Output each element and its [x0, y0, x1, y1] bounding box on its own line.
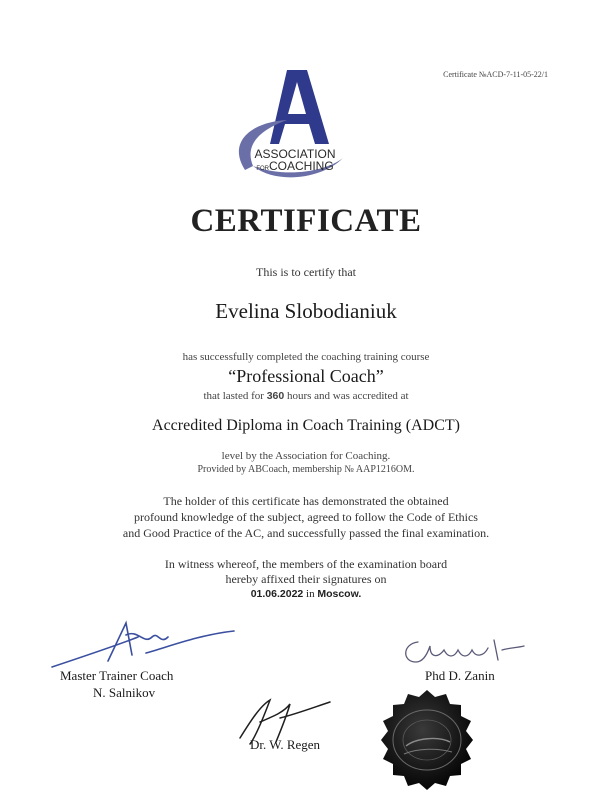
zanin-signature: [398, 636, 528, 668]
zanin-name: Phd D. Zanin: [425, 668, 495, 683]
holder-line: The holder of this certificate has demonstrated the obtained: [163, 494, 449, 508]
certificate-number: Certificate №ACD-7-11-05-22/1: [443, 70, 548, 79]
witness-line: hereby affixed their signatures on: [225, 572, 387, 586]
duration-pre: that lasted for: [203, 390, 264, 402]
completed-text: has successfully completed the coaching training course: [182, 351, 430, 363]
diploma-name: Accredited Diploma in Coach Training (ADCT): [152, 417, 460, 434]
logo-graphic: [225, 62, 355, 192]
signing-in: in: [306, 588, 315, 600]
signing-city: Moscow.: [317, 588, 362, 600]
association-for-coaching-logo: [225, 62, 355, 192]
holder-line: profound knowledge of the subject, agreed to follow the Code of Ethics: [134, 510, 478, 524]
level-text: level by the Association for Coaching.: [221, 450, 391, 462]
duration-post: hours and was accredited at: [286, 390, 409, 402]
logo-line1: ASSOCIATION: [254, 147, 336, 161]
duration-text: [0, 390, 612, 402]
course-name: “Professional Coach”: [228, 366, 384, 386]
duration-hours: 360: [266, 390, 285, 402]
master-trainer-name: N. Salnikov: [93, 685, 156, 700]
svg-text:FORCOACHING: [256, 159, 333, 173]
embossed-seal: [366, 688, 488, 792]
witness-date-line: [0, 588, 612, 600]
witness-line: In witness whereof, the members of the examination board: [164, 557, 448, 571]
salnikov-signature: [48, 615, 238, 675]
holder-line: and Good Practice of the AC, and successfully passed the final examination.: [122, 526, 490, 540]
master-trainer-role: Master Trainer Coach: [60, 668, 174, 683]
logo-line2: COACHING: [269, 159, 334, 173]
regen-name: Dr. W. Regen: [250, 737, 321, 752]
signing-date: 01.06.2022: [250, 588, 304, 600]
logo-line2-prefix: FOR: [256, 166, 269, 172]
recipient-name: Evelina Slobodianiuk: [215, 299, 397, 323]
intro-text: This is to certify that: [256, 265, 356, 279]
certificate-title: CERTIFICATE: [190, 203, 422, 239]
provided-text: Provided by ABCoach, membership № AAP1216OM.: [197, 464, 415, 475]
